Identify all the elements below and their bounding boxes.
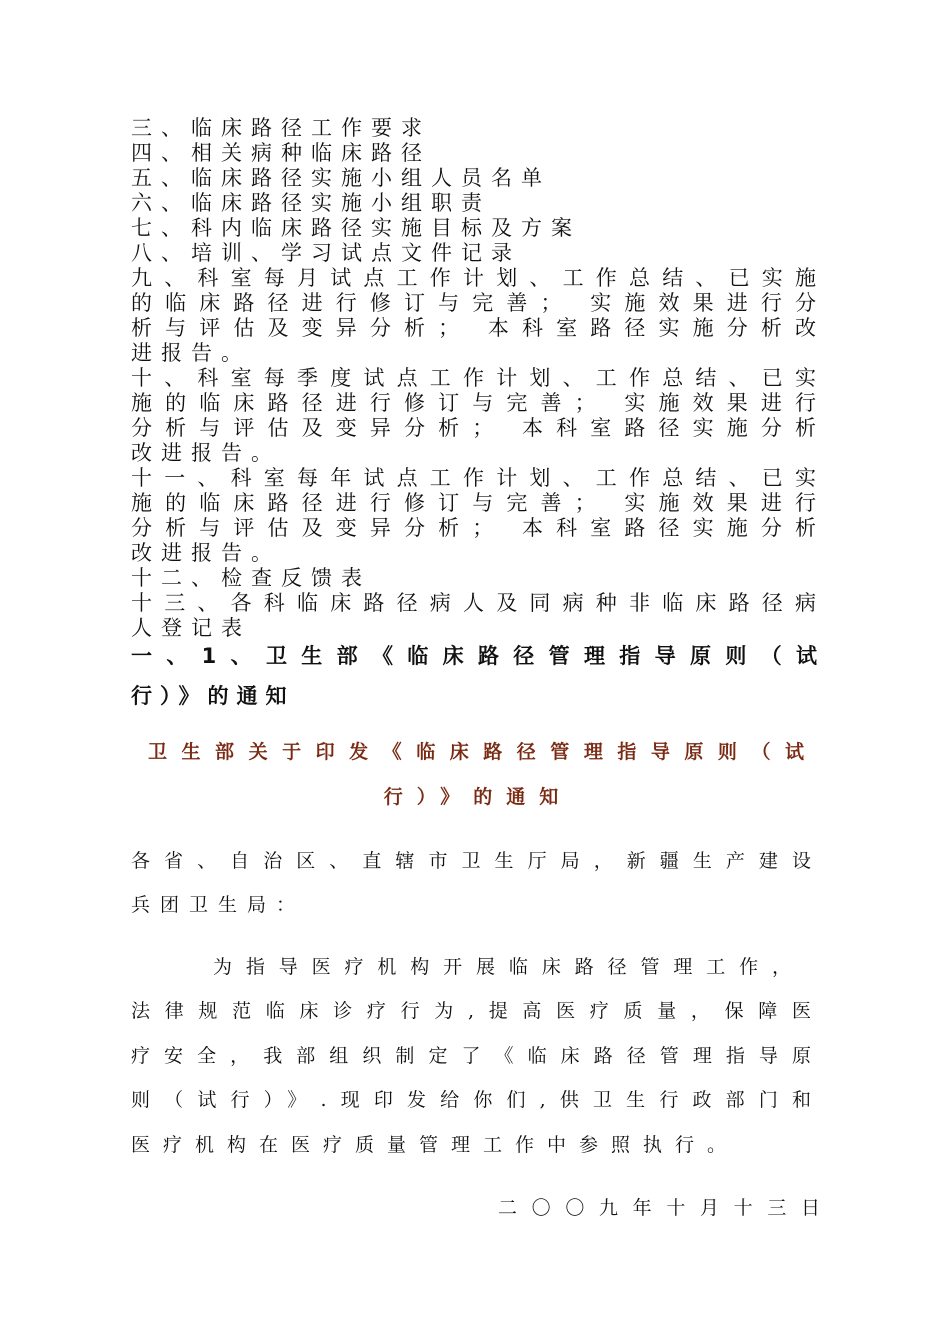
document-date: 二〇〇九年十月十三日 (498, 1197, 820, 1219)
toc-line: 的临床路径进行修订与完善； 实施效果进行分 (131, 291, 825, 315)
table-of-contents (131, 116, 825, 641)
toc-line: 四、相关病种临床路径 (131, 141, 431, 165)
body-paragraph-line-3: 疗安全，我部组织制定了《临床路径管理指导原 (131, 1045, 821, 1067)
body-paragraph-line-5: 医疗机构在医疗质量管理工作中参照执行。 (131, 1134, 740, 1156)
section-heading-line-2: 行）》的通知 (131, 684, 295, 708)
toc-line: 十二、检查反馈表 (131, 566, 371, 590)
toc-line: 施的临床路径进行修订与完善； 实施效果进行 (131, 391, 825, 415)
addressee-line-1: 各省、自治区、直辖市卫生厅局，新疆生产建设 (131, 850, 821, 872)
notice-title-line-2: 行）》的通知 (383, 786, 573, 808)
toc-line: 七、科内临床路径实施目标及方案 (131, 216, 581, 240)
toc-line: 六、临床路径实施小组职责 (131, 191, 491, 215)
toc-line: 分析与评估及变异分析； 本科室路径实施分析 (131, 416, 825, 440)
toc-line: 改进报告。 (131, 441, 281, 465)
toc-line: 五、临床路径实施小组人员名单 (131, 166, 551, 190)
toc-line: 十三、各科临床路径病人及同病种非临床路径病 (131, 591, 825, 615)
toc-line: 三、临床路径工作要求 (131, 116, 431, 140)
addressee-line-2: 兵团卫生局： (131, 894, 306, 916)
body-paragraph-line-2: 法律规范临床诊疗行为,提高医疗质量，保障医 (131, 1000, 821, 1022)
toc-line: 人登记表 (131, 616, 251, 640)
toc-line: 十一、科室每年试点工作计划、工作总结、已实 (131, 466, 825, 490)
toc-line: 分析与评估及变异分析； 本科室路径实施分析 (131, 516, 825, 540)
body-paragraph-line-4: 则（试行）》.现印发给你们,供卫生行政部门和 (131, 1089, 821, 1111)
toc-line: 九、科室每月试点工作计划、工作总结、已实施 (131, 266, 825, 290)
notice-title-line-1: 卫生部关于印发《临床路径管理指导原则（试 (148, 741, 804, 763)
toc-line: 八、培训、学习试点文件记录 (131, 241, 521, 265)
body-paragraph-line-1: 为指导医疗机构开展临床路径管理工作， (213, 956, 801, 978)
toc-line: 施的临床路径进行修订与完善； 实施效果进行 (131, 491, 825, 515)
toc-line: 析与评估及变异分析； 本科室路径实施分析改 (131, 316, 825, 340)
section-heading-line-1: 一、1、卫生部《临床路径管理指导原则（试 (131, 644, 825, 668)
toc-line: 改进报告。 (131, 541, 281, 565)
toc-line: 进报告。 (131, 341, 251, 365)
toc-line: 十、科室每季度试点工作计划、工作总结、已实 (131, 366, 825, 390)
